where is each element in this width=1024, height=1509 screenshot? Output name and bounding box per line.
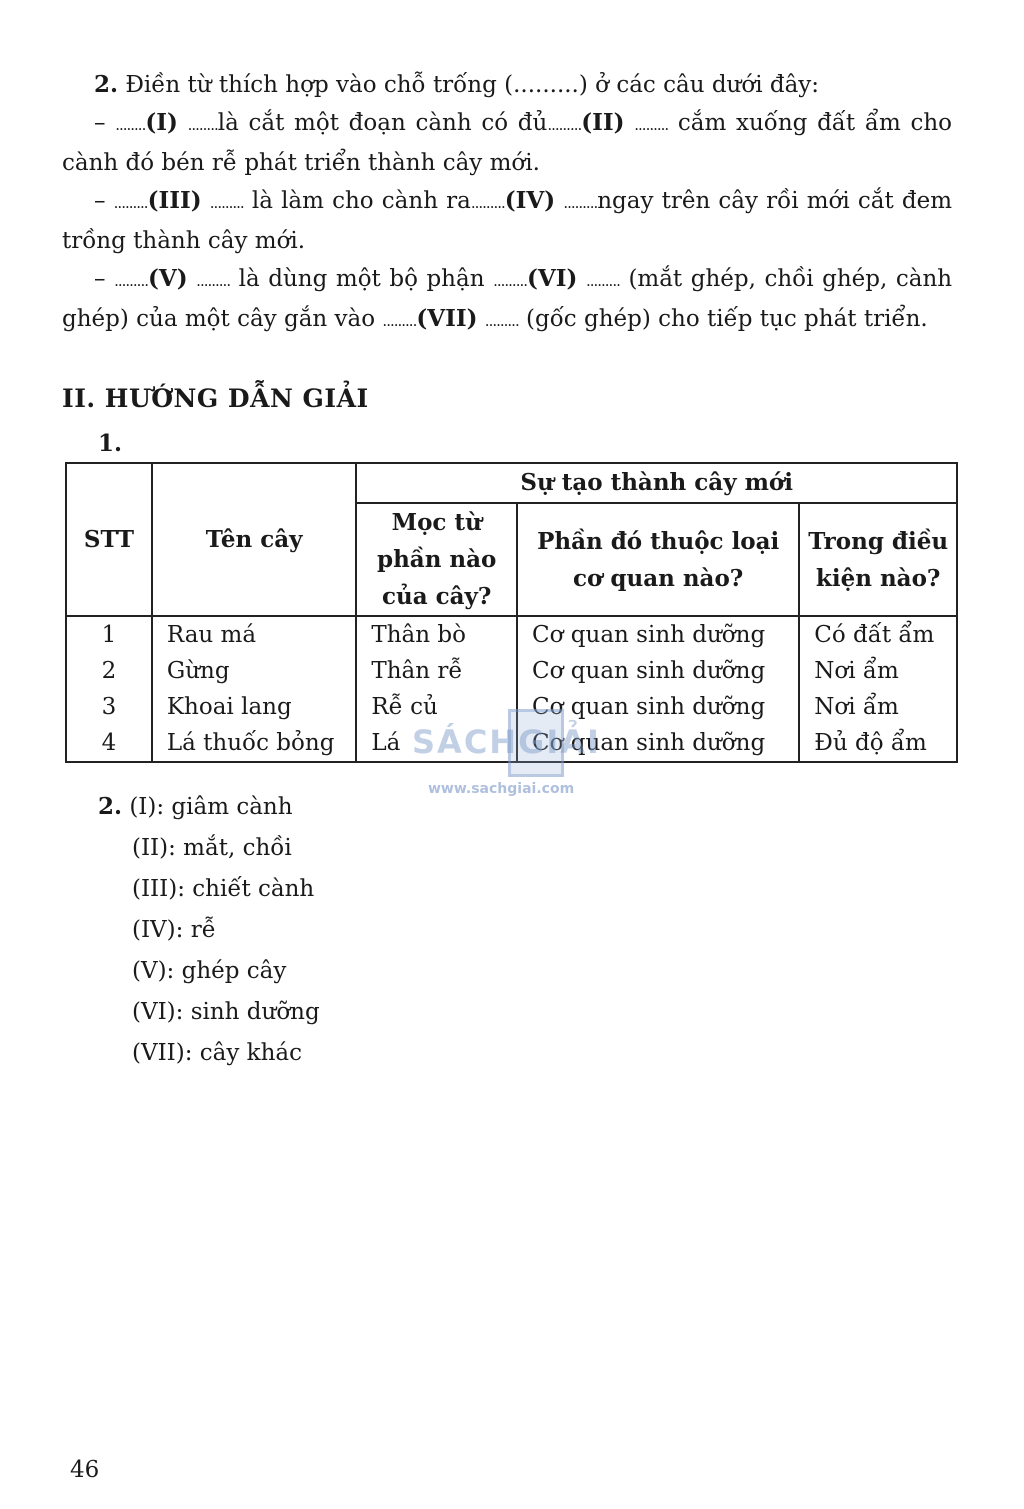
question-text: Điền từ thích hợp vào chỗ trống (.........) ở các câu dưới đây: xyxy=(125,72,820,98)
blank-dots: ......... xyxy=(484,312,519,330)
header-plant-name: Tên cây xyxy=(152,463,356,616)
answer-item: (IV): rễ xyxy=(132,917,216,943)
cell-organ: Cơ quan sinh dưỡng xyxy=(517,616,799,653)
dash: – xyxy=(94,110,106,136)
sentence-text: ngay trên cây rồi mới cắt đem trồng thành cây mới. xyxy=(62,188,953,254)
answer-item: (I): giâm cành xyxy=(129,794,293,820)
blank-dots: ......... xyxy=(382,312,417,330)
answer-item: (VII): cây khác xyxy=(132,1040,303,1066)
cell-condition: Nơi ẩm xyxy=(799,689,957,725)
answer-item: (VI): sinh dưỡng xyxy=(132,999,320,1025)
sentence-text: là làm cho cành ra xyxy=(251,188,471,214)
blank-marker: (III) xyxy=(147,187,202,214)
cell-organ: Cơ quan sinh dưỡng xyxy=(517,689,799,725)
header-part: Mọc từ phần nào của cây? xyxy=(356,503,517,616)
sentence-text: là dùng một bộ phận xyxy=(238,266,485,292)
blank-dots: ......... xyxy=(493,272,528,290)
blank-dots: ......... xyxy=(563,194,598,212)
cell-condition: Nơi ẩm xyxy=(799,653,957,689)
cell-stt: 3 xyxy=(66,689,152,725)
fill-line-1 xyxy=(62,104,952,182)
table-row xyxy=(66,616,957,653)
cell-part: Lá xyxy=(356,725,517,762)
watermark xyxy=(412,705,602,805)
question-2-title xyxy=(62,66,952,104)
header-organ: Phần đó thuộc loại cơ quan nào? xyxy=(517,503,799,616)
cell-condition: Đủ độ ẩm xyxy=(799,725,957,762)
dash: – xyxy=(94,188,106,214)
sentence-text: là cắt một đoạn cành có đủ xyxy=(217,110,548,136)
cell-condition: Có đất ẩm xyxy=(799,616,957,653)
answer-item: (V): ghép cây xyxy=(132,958,287,984)
blank-dots: ......... xyxy=(634,116,669,134)
answer-2 xyxy=(98,786,320,1074)
watermark-url: www.sachgiai.com xyxy=(428,781,575,797)
question-number: 2. xyxy=(94,71,119,98)
cell-stt: 4 xyxy=(66,725,152,762)
answer-item: (III): chiết cành xyxy=(132,876,315,902)
question-2 xyxy=(62,66,952,340)
cell-part: Thân rễ xyxy=(356,653,517,689)
cell-plant-name: Rau má xyxy=(152,616,356,653)
blank-dots: ......... xyxy=(209,194,244,212)
blank-dots: ........ xyxy=(115,116,146,134)
sentence-text: cắm xuống đất ẩm cho cành đó bén rễ phát triển thành cây mới. xyxy=(62,110,952,176)
cell-part: Rễ củ xyxy=(356,689,517,725)
answer-row xyxy=(98,786,320,828)
cell-part: Thân bò xyxy=(356,616,517,653)
blank-marker: (I) xyxy=(145,109,178,136)
blank-dots: ......... xyxy=(470,194,505,212)
answer-1-number: 1. xyxy=(98,430,123,457)
blank-dots: ......... xyxy=(547,116,582,134)
dash: – xyxy=(94,266,106,292)
blank-marker: (VII) xyxy=(416,305,478,332)
section-heading: II. HƯỚNG DẪN GIẢI xyxy=(62,384,369,413)
fill-line-2 xyxy=(62,182,952,260)
answer-item: (II): mắt, chồi xyxy=(132,835,292,861)
header-stt: STT xyxy=(66,463,152,616)
blank-dots: ......... xyxy=(113,194,148,212)
table-row xyxy=(66,653,957,689)
answer-number: 2. xyxy=(98,793,123,820)
blank-marker: (VI) xyxy=(527,265,578,292)
cell-plant-name: Khoai lang xyxy=(152,689,356,725)
blank-dots: ........ xyxy=(187,116,218,134)
blank-marker: (II) xyxy=(581,109,625,136)
blank-marker: (V) xyxy=(147,265,188,292)
cell-plant-name: Lá thuốc bỏng xyxy=(152,725,356,762)
page-number: 46 xyxy=(70,1457,100,1483)
blank-marker: (IV) xyxy=(504,187,556,214)
sentence-text: (gốc ghép) cho tiếp tục phát triển. xyxy=(526,306,928,332)
blank-dots: ......... xyxy=(114,272,148,290)
header-condition: Trong điều kiện nào? xyxy=(799,503,957,616)
header-group: Sự tạo thành cây mới xyxy=(356,463,957,503)
blank-dots: ......... xyxy=(585,272,620,290)
cell-organ: Cơ quan sinh dưỡng xyxy=(517,725,799,762)
sentence-text: (mắt ghép, chồi ghép, cành ghép) của một cây gắn vào xyxy=(62,266,953,332)
cell-organ: Cơ quan sinh dưỡng xyxy=(517,653,799,689)
fill-line-3 xyxy=(62,260,952,340)
cell-stt: 2 xyxy=(66,653,152,689)
blank-dots: ......... xyxy=(196,272,231,290)
cell-plant-name: Gừng xyxy=(152,653,356,689)
cell-stt: 1 xyxy=(66,616,152,653)
watermark-text: SÁCHGIẢI xyxy=(412,723,601,761)
